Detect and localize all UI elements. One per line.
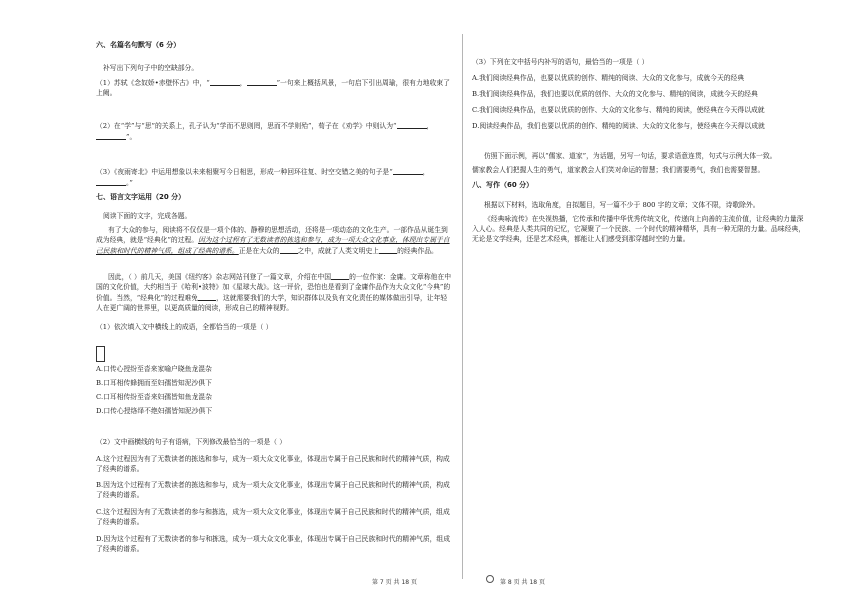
question-7-3: （3）下列在文中括号内补写的语句，最恰当的一项是（ ） — [472, 58, 649, 66]
q6-2-text-c: ”。 — [126, 133, 137, 141]
q7-3-option-b[interactable]: B.我们阅读经典作品，我们也要以优质的创作、大众的文化参与、精纯的阅读，成就今天的经典 — [472, 90, 758, 98]
section-8-title: 八、写作（60 分） — [472, 181, 534, 189]
p2-text-a: 因此，（ ）前几天，美国《纽约客》杂志网站刊登了一篇文章，介绍在中国 — [108, 273, 332, 281]
section-6-title: 六、名篇名句默写（6 分） — [96, 41, 181, 49]
q6-1-text-a: （1）苏轼《念奴娇•赤壁怀古》中，“ — [96, 79, 210, 87]
question-6-2 — [96, 120, 451, 142]
answer-blank — [393, 166, 423, 175]
q7-2-option-c[interactable]: C.这个过程因为有了无数读者的参与和拣选，成为一项大众文化事业，体现出专属于自己民族和时代的精神气质，组成了经典的谱系。 — [96, 508, 450, 526]
question-7-4: 仿照下面示例，再以“儒家、道家”，为话题，另写一句话，要求语意连贯，句式与示例大体一致。 — [484, 152, 777, 160]
question-7-1: （1）依次填入文中横线上的成语，全都恰当的一项是（ ） — [96, 323, 273, 331]
p1-text-a: 有了大众的参与，阅读将不仅仅是一项个体的、静穆的思想活动，还将是一项动态的文化生产。一部作品从诞生到成为经典，就是“经典化”的过程。 — [96, 226, 448, 244]
q7-2-option-a[interactable]: A.这个过程因为有了无数读者的拣选和参与，成为一项大众文化事业，体现出专属于自己民族和时代的精神气质，构成了经典的谱系。 — [96, 455, 450, 473]
writing-instructions: 根据以下材料，选取角度，自拟题目，写一篇不少于 800 字的文章；文体不限，诗歌除外。 — [484, 201, 760, 209]
p1-text-d: 的经典作品。 — [397, 247, 438, 255]
q6-1-text-c: ”一句来上概括风景，一句启下引出周瑜，很有力地收束了上阙。 — [96, 79, 450, 97]
p1-text-c: 之中，成就了人类文明史上 — [297, 247, 380, 255]
q7-1-option-b[interactable]: B.口耳相传蜂拥而至妇孺皆知泥沙俱下 — [96, 379, 212, 387]
section-7-intro: 阅读下面的文字，完成各题。 — [103, 212, 192, 220]
q7-2-option-b[interactable]: B.因为这个过程有了无数读者的拣选和参与，成为一项大众文化事业，体现出专属于自己民族和时代的精神气质，构成了经典的谱系。 — [96, 481, 450, 499]
idiom-blank — [331, 271, 349, 280]
q7-1-option-c[interactable]: C.口耳相传纷至沓来妇孺皆知鱼龙混杂 — [96, 393, 212, 401]
page-number-right: 第 8 页 共 18 页 — [500, 579, 545, 586]
q6-1-text-b: ， — [239, 79, 247, 87]
idiom-blank — [280, 245, 298, 254]
q7-3-option-a[interactable]: A.我们阅读经典作品，也要以优质的创作、精纯的阅读、大众的文化参与，成就今天的经典 — [472, 74, 745, 82]
section-7-title: 七、语言文字运用（20 分） — [96, 193, 186, 201]
q6-3-text-c: 。” — [126, 179, 133, 187]
page-number-left: 第 7 页 共 18 页 — [372, 579, 417, 586]
answer-blank — [397, 120, 427, 129]
q7-1-option-a[interactable]: A.口传心授纷至沓来家喻户晓鱼龙混杂 — [96, 365, 212, 373]
underlined-sentence: 因为这个过程有了无数读者的拣选和参与，成为一项大众文化事业，体现出专属于自己民族和时代的精神气质，组成了经典的谱系。 — [96, 236, 450, 255]
idiom-blank — [379, 245, 397, 254]
p1-text-b: 正是在大众的 — [238, 247, 280, 255]
answer-box[interactable] — [96, 346, 105, 362]
q6-2-text-b: ， — [426, 122, 434, 130]
question-6-1 — [96, 77, 451, 98]
idiom-blank — [198, 292, 216, 301]
q7-2-option-d[interactable]: D.因为这个过程有了无数读者的参与和拣选，成为一项大众文化事业，体现出专属于自己民族和时代的精神气质，组成了经典的谱系。 — [96, 535, 451, 553]
question-6-3 — [96, 166, 451, 188]
p2-text-b: 的一位作家：金庸。文章称他在中国的文化价值，大约相当于《哈利•波特》加《星球大战》。这一评价，恐怕也是看到了金庸作品作为大众文化“今典”的价值。当然，“经典化”的过程难免 — [96, 273, 452, 302]
p2-text-c: ，这就需要我们的大学，知识群体以及负有文化责任的媒体做出引导，让年轻人在更广阔的世界里，以更高质量的阅读，形成自己的精神视野。 — [96, 294, 448, 312]
page-divider — [462, 34, 463, 579]
answer-blank — [210, 77, 240, 86]
q6-2-text-a: （2）在“学”与“思”的关系上，孔子认为“学而不思则罔，思而不学则殆”，荀子在《劝学》中则认为“ — [96, 122, 397, 130]
binding-circle-icon — [486, 575, 494, 583]
q7-1-option-d[interactable]: D.口传心授络绎不绝妇孺皆知泥沙俱下 — [96, 407, 213, 415]
passage-paragraph-2 — [96, 271, 451, 313]
q6-3-text-a: （3）《夜雨寄北》中运用想象以未来相聚写今日相思，形成一种回环往复、时空交错之美的句子是“ — [96, 168, 393, 176]
q7-3-option-c[interactable]: C.我们阅读经典作品，也要以优质的创作、大众的文化参与、精纯的阅读，使经典在今天得以成就 — [472, 106, 765, 114]
q7-4-example: 儒家教会人们把握人生的勇气，道家教会人们笑对命运的智慧；我们需要勇气，我们也需要智慧。 — [472, 166, 765, 174]
writing-material: 《经典咏流传》在央视热播，它传承和传播中华优秀传统文化，传递向上向善的主流价值，让经典的力量深入人心。经典是人类共同的记忆，它凝聚了一个民族、一个时代的精神精华，具有一种无限的力量。品味经典，无论是文学经典，还是艺术经典，都能让人们感受到那穿越时空的力量。 — [472, 215, 806, 243]
section-6-intro: 补写出下列句子中的空缺部分。 — [103, 64, 199, 72]
answer-blank — [96, 131, 126, 140]
question-7-2: （2）文中画横线的句子有语病，下列修改最恰当的一项是（ ） — [96, 438, 286, 446]
passage-paragraph-1 — [96, 225, 451, 256]
answer-blank — [247, 77, 277, 86]
q7-3-option-d[interactable]: D.阅读经典作品，我们也要以优质的创作、精纯的阅读、大众的文化参与，使经典在今天得以成就 — [472, 122, 765, 130]
q6-3-text-b: ， — [422, 168, 430, 176]
answer-blank — [96, 177, 126, 186]
